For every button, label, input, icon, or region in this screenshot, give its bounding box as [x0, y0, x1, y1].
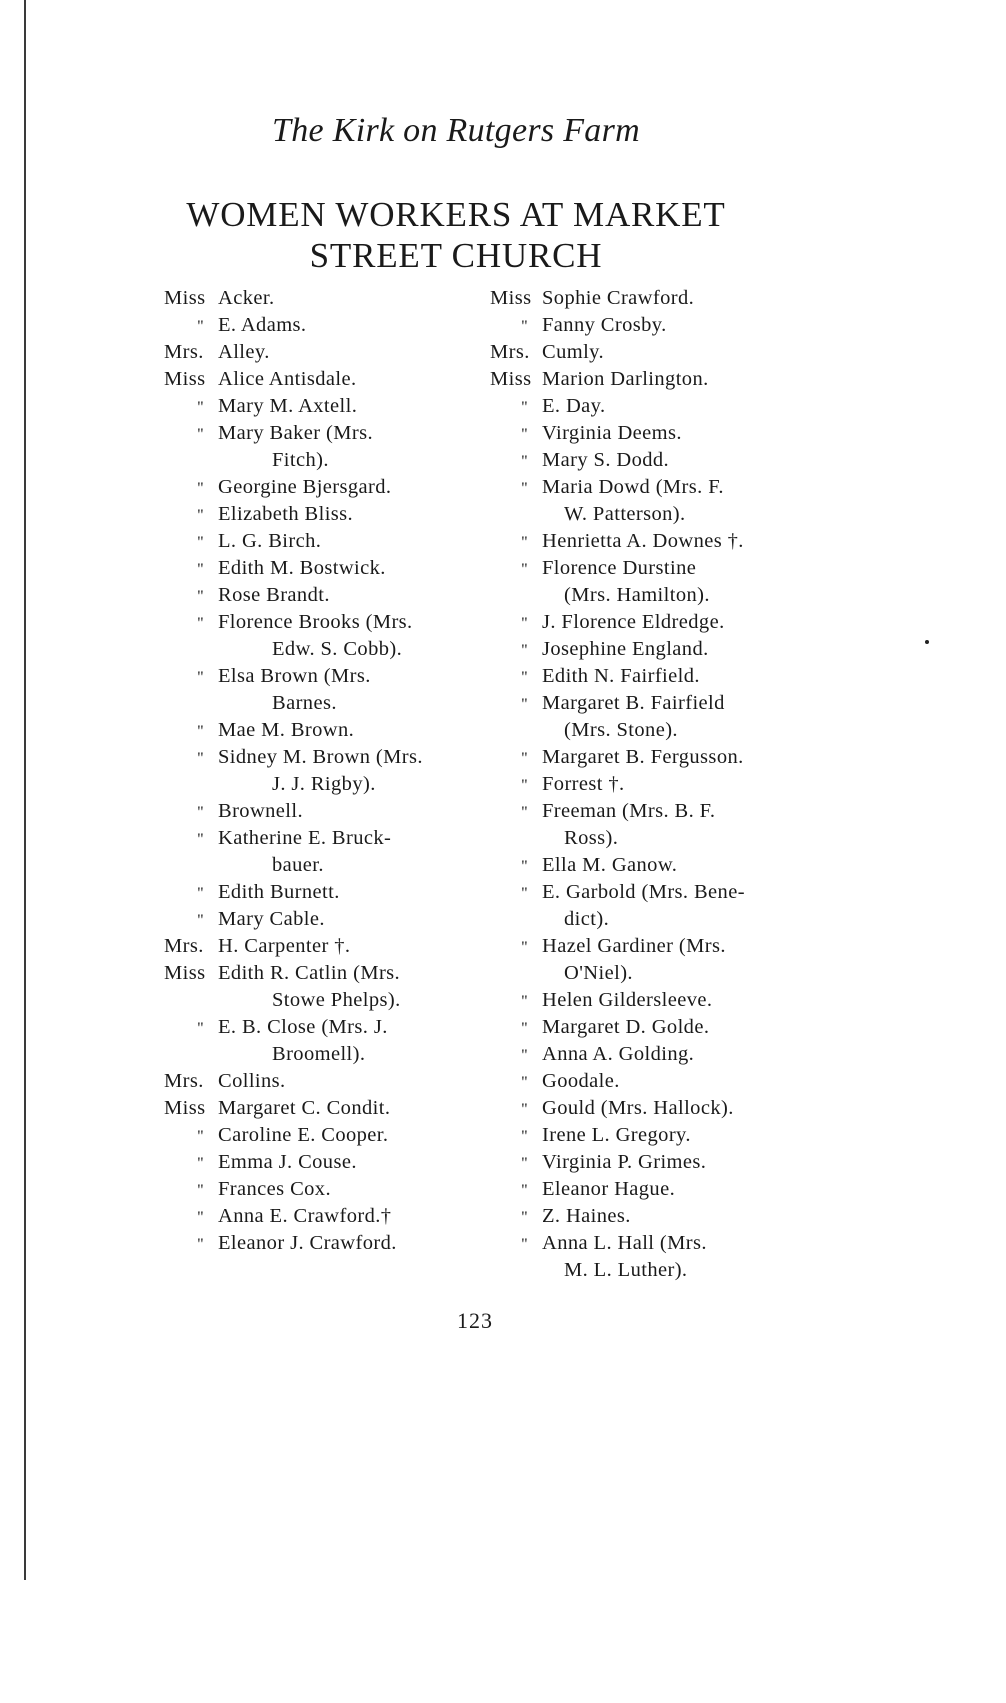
name-text: Virginia Deems.	[542, 422, 682, 444]
name-entry	[164, 366, 486, 393]
title-line-2: STREET CHURCH	[309, 236, 603, 275]
name-text: Collins.	[218, 1070, 286, 1092]
name-text: E. Day.	[542, 395, 606, 417]
name-entry	[164, 825, 486, 852]
ditto-mark: "	[197, 318, 204, 335]
name-text: Josephine England.	[542, 638, 709, 660]
name-entry	[164, 1068, 486, 1095]
name-entry	[490, 285, 810, 312]
name-text: Mary Cable.	[218, 908, 325, 930]
name-text: Henrietta A. Downes †.	[542, 530, 744, 552]
name-entry	[164, 555, 486, 582]
name-entry	[490, 1203, 810, 1230]
ditto-mark: "	[521, 804, 528, 821]
name-entry	[490, 1095, 810, 1122]
title-prefix: Mrs.	[164, 935, 204, 957]
name-entry	[164, 636, 486, 663]
name-text: Gould (Mrs. Hallock).	[542, 1097, 734, 1119]
name-entry	[164, 1041, 486, 1068]
name-entry	[164, 582, 486, 609]
ditto-mark: "	[521, 696, 528, 713]
name-text: E. B. Close (Mrs. J.	[218, 1016, 388, 1038]
ditto-mark: "	[197, 1209, 204, 1226]
section-title	[0, 194, 912, 276]
name-text: Margaret B. Fergusson.	[542, 746, 744, 768]
name-text: (Mrs. Hamilton).	[564, 584, 710, 606]
name-entry	[490, 1230, 810, 1257]
name-text: Forrest †.	[542, 773, 625, 795]
title-prefix: Mrs.	[490, 341, 530, 363]
name-text: Margaret D. Golde.	[542, 1016, 710, 1038]
name-text: J. J. Rigby).	[272, 773, 376, 795]
name-entry	[164, 1122, 486, 1149]
name-entry	[164, 447, 486, 474]
name-entry	[490, 528, 810, 555]
ditto-mark: "	[521, 1209, 528, 1226]
name-entry	[164, 528, 486, 555]
ditto-mark: "	[521, 1074, 528, 1091]
ditto-mark: "	[521, 1128, 528, 1145]
name-entry	[164, 312, 486, 339]
name-text: Edith Burnett.	[218, 881, 340, 903]
title-prefix: Mrs.	[164, 1070, 204, 1092]
name-entry	[164, 717, 486, 744]
name-text: Ella M. Ganow.	[542, 854, 678, 876]
name-entry	[164, 933, 486, 960]
name-entry	[490, 663, 810, 690]
name-text: Elizabeth Bliss.	[218, 503, 354, 525]
ditto-mark: "	[197, 399, 204, 416]
name-entry	[164, 393, 486, 420]
name-entry	[490, 312, 810, 339]
left-name-column	[164, 285, 486, 1257]
name-text: E. Adams.	[218, 314, 307, 336]
name-text: Florence Durstine	[542, 557, 697, 579]
ditto-mark: "	[197, 912, 204, 929]
right-name-column	[490, 285, 810, 1284]
name-entry	[164, 339, 486, 366]
title-prefix: Miss	[164, 287, 206, 309]
name-entry	[490, 1176, 810, 1203]
name-text: Katherine E. Bruck-	[218, 827, 392, 849]
title-prefix: Mrs.	[164, 341, 204, 363]
name-text: Edith N. Fairfield.	[542, 665, 700, 687]
ditto-mark: "	[521, 939, 528, 956]
page-number: 123	[457, 1308, 493, 1333]
ditto-mark: "	[197, 723, 204, 740]
title-prefix: Miss	[490, 368, 532, 390]
name-text: Broomell).	[272, 1043, 366, 1065]
name-entry	[490, 798, 810, 825]
name-text: Freeman (Mrs. B. F.	[542, 800, 716, 822]
name-text: Ross).	[564, 827, 619, 849]
name-entry	[164, 420, 486, 447]
ditto-mark: "	[197, 885, 204, 902]
name-entry	[490, 1068, 810, 1095]
ditto-mark: "	[197, 1155, 204, 1172]
ditto-mark: "	[197, 534, 204, 551]
name-text: Edith M. Bostwick.	[218, 557, 386, 579]
name-text: Edith R. Catlin (Mrs.	[218, 962, 401, 984]
name-entry	[490, 420, 810, 447]
name-text: L. G. Birch.	[218, 530, 322, 552]
name-text: W. Patterson).	[564, 503, 686, 525]
name-text: Helen Gildersleeve.	[542, 989, 713, 1011]
name-entry	[490, 744, 810, 771]
name-entry	[490, 582, 810, 609]
name-entry	[490, 636, 810, 663]
name-entry	[490, 852, 810, 879]
ditto-mark: "	[521, 885, 528, 902]
name-text: E. Garbold (Mrs. Bene-	[542, 881, 745, 903]
name-text: bauer.	[272, 854, 324, 876]
ditto-mark: "	[521, 561, 528, 578]
name-text: Sophie Crawford.	[542, 287, 695, 309]
print-speck	[925, 640, 929, 644]
name-text: Edw. S. Cobb).	[272, 638, 403, 660]
name-text: Z. Haines.	[542, 1205, 631, 1227]
name-text: Cumly.	[542, 341, 605, 363]
name-entry	[490, 339, 810, 366]
name-text: Acker.	[218, 287, 275, 309]
name-entry	[490, 366, 810, 393]
name-entry	[490, 393, 810, 420]
ditto-mark: "	[197, 669, 204, 686]
name-entry	[164, 1149, 486, 1176]
ditto-mark: "	[197, 750, 204, 767]
ditto-mark: "	[521, 426, 528, 443]
name-text: Eleanor J. Crawford.	[218, 1232, 397, 1254]
name-text: Mary S. Dodd.	[542, 449, 670, 471]
name-entry	[490, 960, 810, 987]
ditto-mark: "	[197, 804, 204, 821]
ditto-mark: "	[521, 1236, 528, 1253]
name-entry	[164, 1176, 486, 1203]
name-text: Alice Antisdale.	[218, 368, 357, 390]
name-entry	[164, 852, 486, 879]
ditto-mark: "	[197, 1182, 204, 1199]
name-entry	[490, 771, 810, 798]
name-text: Georgine Bjersgard.	[218, 476, 392, 498]
ditto-mark: "	[521, 750, 528, 767]
ditto-mark: "	[521, 1182, 528, 1199]
ditto-mark: "	[521, 534, 528, 551]
name-entry	[490, 1122, 810, 1149]
ditto-mark: "	[197, 588, 204, 605]
name-text: Mae M. Brown.	[218, 719, 355, 741]
name-text: Emma J. Couse.	[218, 1151, 357, 1173]
name-text: H. Carpenter †.	[218, 935, 351, 957]
name-entry	[490, 1149, 810, 1176]
title-prefix: Miss	[164, 1097, 206, 1119]
ditto-mark: "	[521, 453, 528, 470]
ditto-mark: "	[521, 318, 528, 335]
name-entry	[164, 771, 486, 798]
ditto-mark: "	[197, 426, 204, 443]
name-entry	[490, 879, 810, 906]
name-text: Mary M. Axtell.	[218, 395, 358, 417]
ditto-mark: "	[521, 642, 528, 659]
name-text: Florence Brooks (Mrs.	[218, 611, 413, 633]
title-line-1: WOMEN WORKERS AT MARKET	[186, 195, 726, 234]
name-text: Margaret C. Condit.	[218, 1097, 391, 1119]
name-entry	[164, 609, 486, 636]
ditto-mark: "	[197, 831, 204, 848]
name-entry	[164, 1095, 486, 1122]
name-entry	[164, 879, 486, 906]
name-entry	[490, 690, 810, 717]
ditto-mark: "	[521, 669, 528, 686]
name-entry	[164, 1230, 486, 1257]
name-entry	[490, 1041, 810, 1068]
name-entry	[490, 447, 810, 474]
title-prefix: Miss	[164, 368, 206, 390]
name-text: J. Florence Eldredge.	[542, 611, 725, 633]
ditto-mark: "	[521, 858, 528, 875]
name-entry	[164, 960, 486, 987]
name-entry	[164, 1014, 486, 1041]
ditto-mark: "	[521, 480, 528, 497]
name-entry	[164, 501, 486, 528]
name-text: Margaret B. Fairfield	[542, 692, 725, 714]
name-entry	[490, 501, 810, 528]
name-entry	[490, 987, 810, 1014]
name-entry	[164, 474, 486, 501]
name-entry	[164, 744, 486, 771]
name-entry	[164, 663, 486, 690]
name-text: dict).	[564, 908, 610, 930]
ditto-mark: "	[197, 615, 204, 632]
name-text: O'Niel).	[564, 962, 633, 984]
name-entry	[164, 1203, 486, 1230]
name-entry	[164, 987, 486, 1014]
name-text: Marion Darlington.	[542, 368, 709, 390]
name-text: Sidney M. Brown (Mrs.	[218, 746, 423, 768]
ditto-mark: "	[197, 1020, 204, 1037]
name-entry	[164, 798, 486, 825]
name-text: Goodale.	[542, 1070, 620, 1092]
ditto-mark: "	[521, 777, 528, 794]
name-entry	[164, 285, 486, 312]
name-text: Frances Cox.	[218, 1178, 331, 1200]
name-text: Fanny Crosby.	[542, 314, 667, 336]
name-entry	[490, 1014, 810, 1041]
name-text: Mary Baker (Mrs.	[218, 422, 373, 444]
name-entry	[164, 690, 486, 717]
name-entry	[490, 933, 810, 960]
ditto-mark: "	[197, 480, 204, 497]
name-entry	[164, 906, 486, 933]
name-entry	[490, 609, 810, 636]
ditto-mark: "	[197, 1128, 204, 1145]
ditto-mark: "	[197, 507, 204, 524]
title-prefix: Miss	[490, 287, 532, 309]
ditto-mark: "	[521, 1101, 528, 1118]
ditto-mark: "	[521, 1155, 528, 1172]
name-text: Caroline E. Cooper.	[218, 1124, 389, 1146]
name-entry	[490, 825, 810, 852]
name-entry	[490, 474, 810, 501]
name-text: Anna L. Hall (Mrs.	[542, 1232, 707, 1254]
name-text: Rose Brandt.	[218, 584, 330, 606]
ditto-mark: "	[521, 1047, 528, 1064]
name-entry	[490, 555, 810, 582]
ditto-mark: "	[521, 615, 528, 632]
name-text: Irene L. Gregory.	[542, 1124, 691, 1146]
ditto-mark: "	[197, 561, 204, 578]
name-entry	[490, 717, 810, 744]
ditto-mark: "	[197, 1236, 204, 1253]
name-text: Hazel Gardiner (Mrs.	[542, 935, 726, 957]
name-text: Stowe Phelps).	[272, 989, 401, 1011]
running-head: The Kirk on Rutgers Farm	[272, 112, 640, 149]
name-text: Eleanor Hague.	[542, 1178, 676, 1200]
ditto-mark: "	[521, 399, 528, 416]
name-text: Anna E. Crawford.†	[218, 1205, 392, 1227]
name-text: M. L. Luther).	[564, 1259, 688, 1281]
name-entry	[490, 906, 810, 933]
title-prefix: Miss	[164, 962, 206, 984]
name-text: Elsa Brown (Mrs.	[218, 665, 371, 687]
name-text: Alley.	[218, 341, 270, 363]
ditto-mark: "	[521, 993, 528, 1010]
name-text: Fitch).	[272, 449, 329, 471]
name-text: Barnes.	[272, 692, 337, 714]
name-entry	[490, 1257, 810, 1284]
name-text: Anna A. Golding.	[542, 1043, 695, 1065]
name-text: Brownell.	[218, 800, 304, 822]
ditto-mark: "	[521, 1020, 528, 1037]
name-text: Virginia P. Grimes.	[542, 1151, 707, 1173]
name-text: (Mrs. Stone).	[564, 719, 678, 741]
name-text: Maria Dowd (Mrs. F.	[542, 476, 724, 498]
